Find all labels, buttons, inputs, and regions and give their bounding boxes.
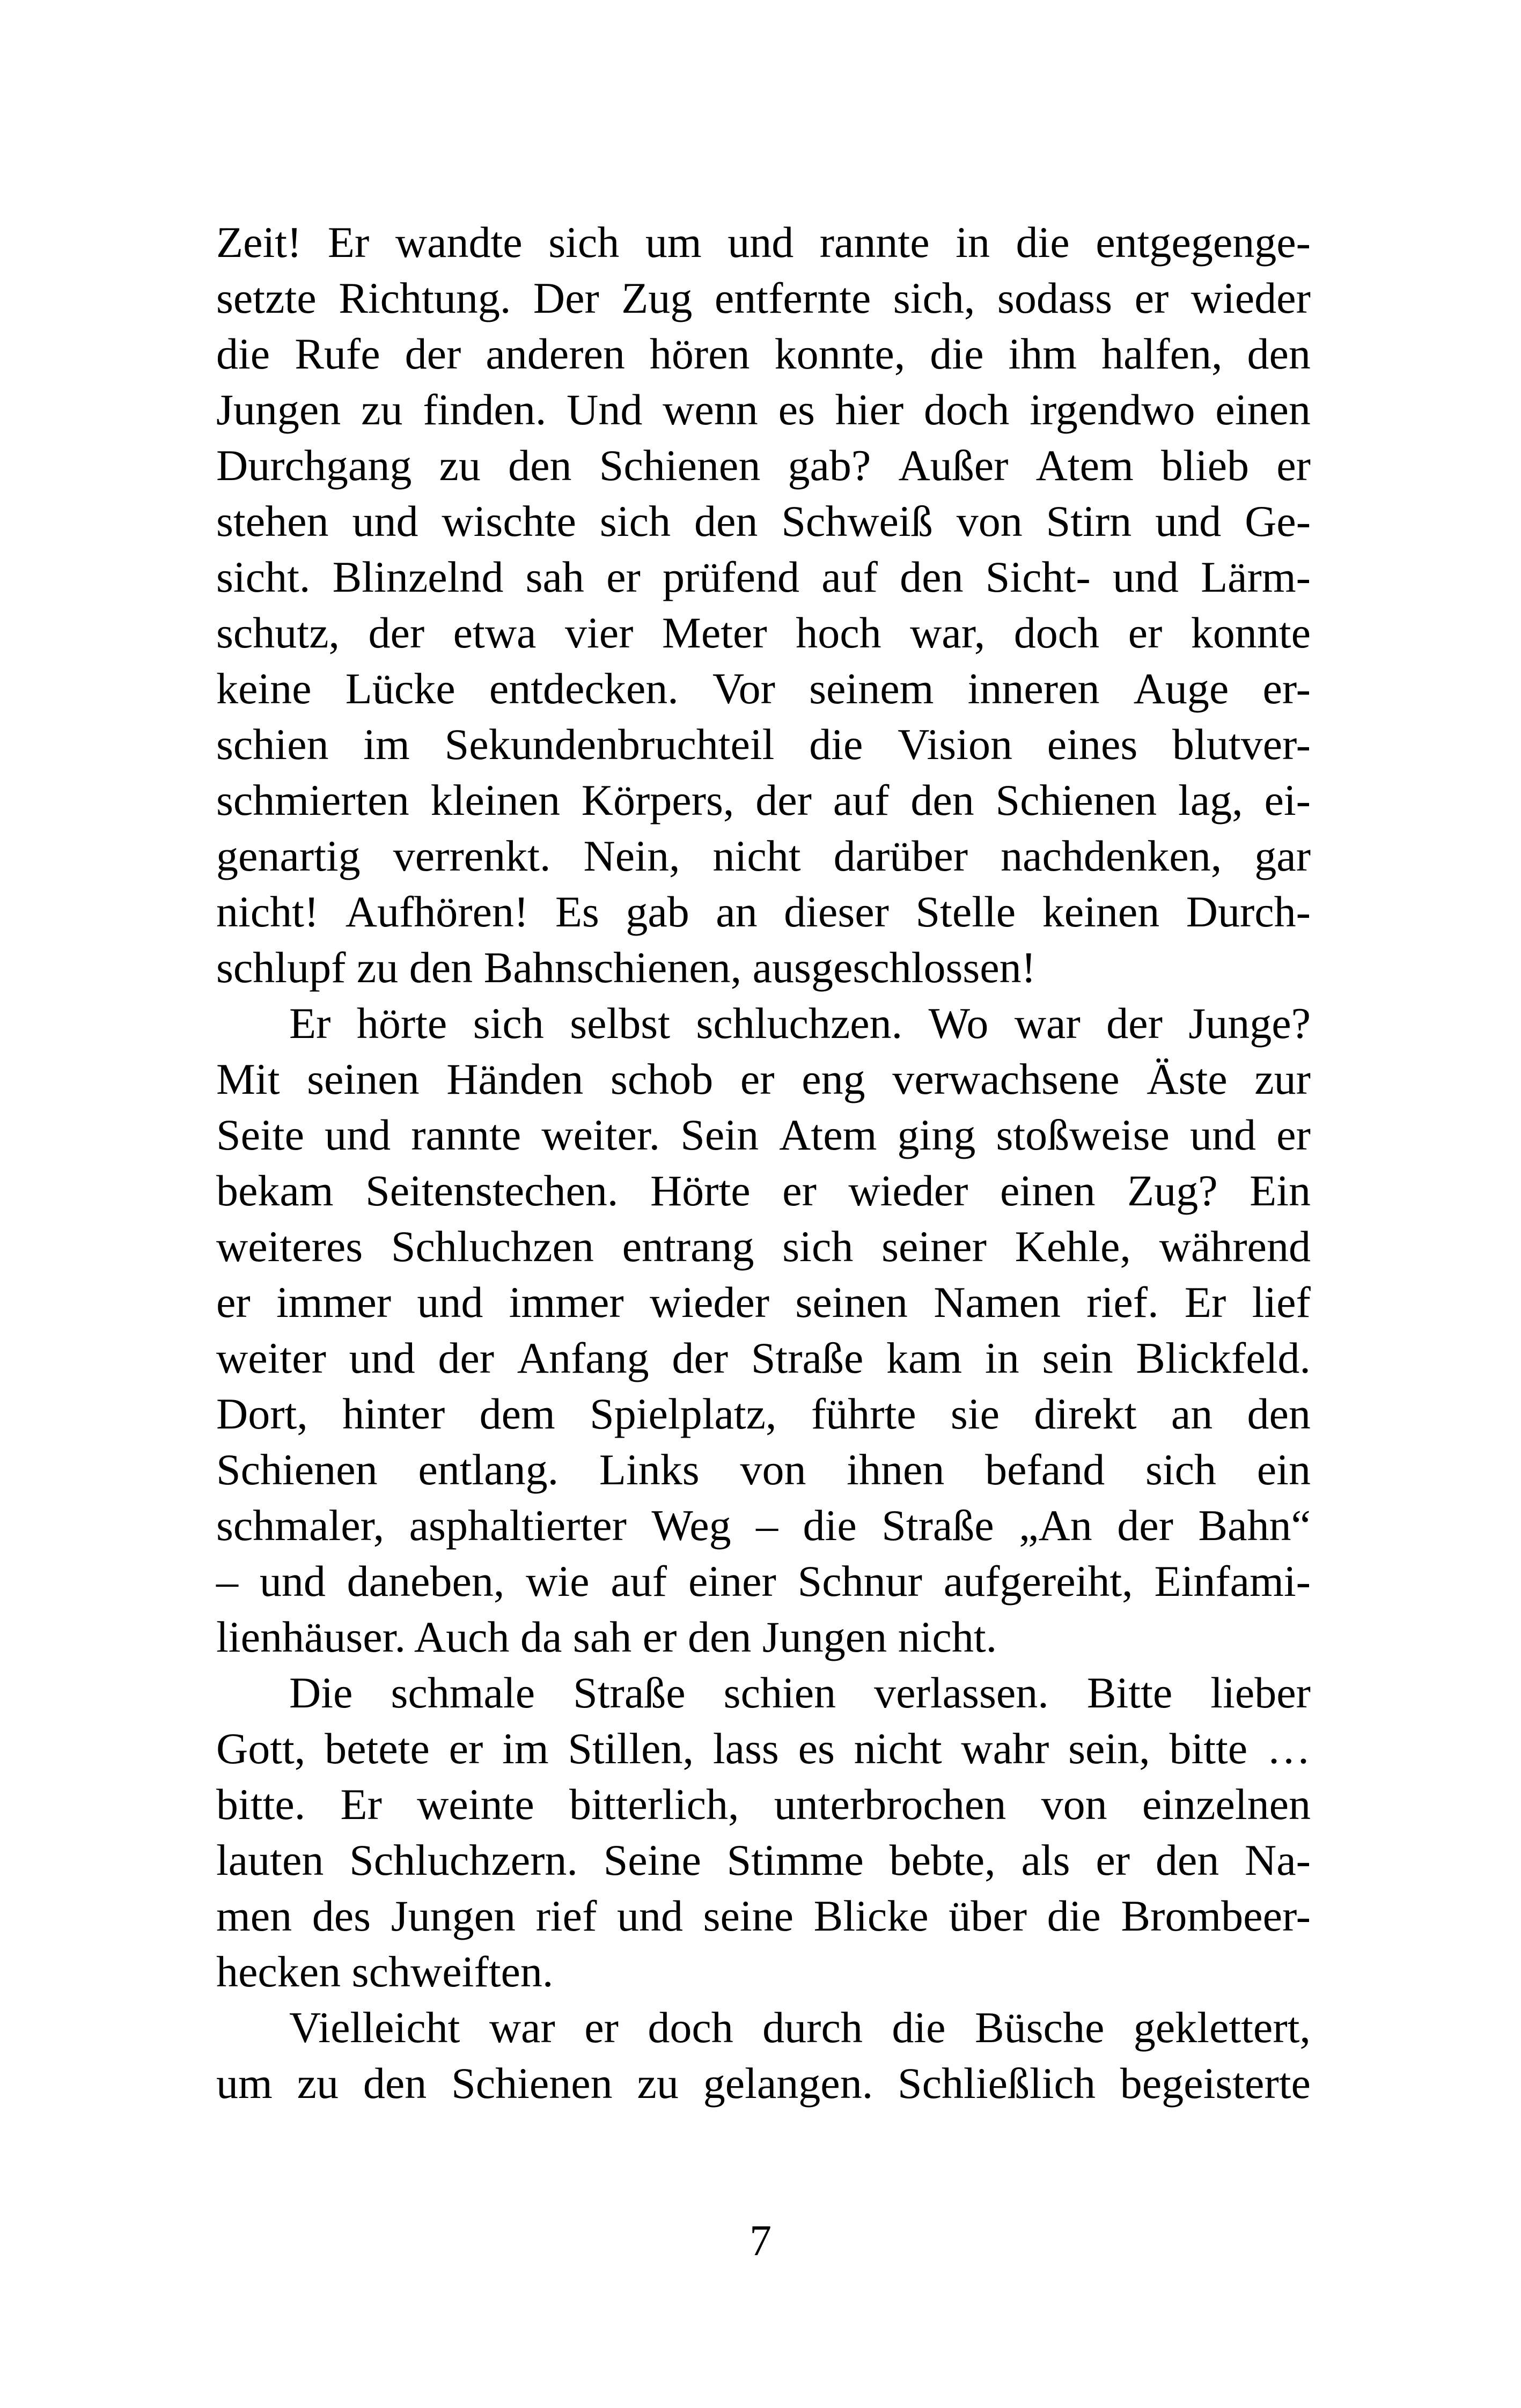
text-line: weiter und der Anfang der Straße kam in sein Blickfeld. — [216, 1334, 1311, 1382]
text-line: Dort, hinter dem Spielplatz, führte sie direkt an den — [216, 1389, 1311, 1438]
text-line: er immer und immer wieder seinen Namen rief. Er lief — [216, 1278, 1311, 1327]
text-line: men des Jungen rief und seine Blicke über die Brombeer- — [216, 1891, 1311, 1940]
text-line: Die schmale Straße schien verlassen. Bitte lieber — [289, 1668, 1311, 1717]
text-line: schmierten kleinen Körpers, der auf den Schienen lag, ei- — [216, 776, 1311, 824]
text-line: lauten Schluchzern. Seine Stimme bebte, als er den Na- — [216, 1836, 1311, 1884]
text-line: Jungen zu finden. Und wenn es hier doch irgendwo einen — [216, 385, 1311, 434]
text-line: Er hörte sich selbst schluchzen. Wo war der Junge? — [289, 999, 1311, 1048]
text-line: schmaler, asphaltierter Weg – die Straße „An der Bahn“ — [216, 1501, 1311, 1550]
text-line: stehen und wischte sich den Schweiß von Stirn und Ge- — [216, 497, 1311, 546]
text-line: setzte Richtung. Der Zug entfernte sich, sodass er wieder — [216, 274, 1311, 322]
text-line: keine Lücke entdecken. Vor seinem inneren Auge er- — [216, 664, 1311, 713]
text-line: schien im Sekundenbruchteil die Vision eines blutver- — [216, 720, 1311, 769]
text-line: Vielleicht war er doch durch die Büsche geklettert, — [289, 2003, 1311, 2052]
text-line: weiteres Schluchzen entrang sich seiner Kehle, während — [216, 1222, 1311, 1271]
page-number: 7 — [750, 2216, 771, 2265]
text-line: um zu den Schienen zu gelangen. Schließlich begeisterte — [216, 2059, 1311, 2108]
paragraph — [216, 215, 1311, 996]
text-line: genartig verrenkt. Nein, nicht darüber nachdenken, gar — [216, 831, 1311, 880]
text-line: schutz, der etwa vier Meter hoch war, doch er konnte — [216, 608, 1311, 657]
text-line: nicht! Aufhören! Es gab an dieser Stelle keinen Durch- — [216, 887, 1311, 936]
text-line: die Rufe der anderen hören konnte, die ihm halfen, den — [216, 329, 1311, 378]
text-line: Schienen entlang. Links von ihnen befand sich ein — [216, 1445, 1311, 1494]
text-line: sicht. Blinzelnd sah er prüfend auf den Sicht- und Lärm- — [216, 553, 1311, 601]
text-line: lienhäuser. Auch da sah er den Jungen nicht. — [216, 1612, 997, 1661]
text-line: Durchgang zu den Schienen gab? Außer Atem blieb er — [216, 441, 1311, 490]
paragraph — [216, 996, 1311, 1665]
text-line: Mit seinen Händen schob er eng verwachsene Äste zur — [216, 1055, 1311, 1103]
text-line: hecken schweiften. — [216, 1947, 554, 1996]
text-line: Seite und rannte weiter. Sein Atem ging stoßweise und er — [216, 1110, 1311, 1159]
text-line: schlupf zu den Bahnschienen, ausgeschlossen! — [216, 943, 1036, 992]
text-line: Gott, betete er im Stillen, lass es nicht wahr sein, bitte … — [216, 1724, 1311, 1773]
text-line: Zeit! Er wandte sich um und rannte in die entgegenge- — [216, 218, 1311, 267]
paragraph — [216, 2000, 1311, 2111]
text-line: – und daneben, wie auf einer Schnur aufgereiht, Einfami- — [216, 1557, 1311, 1606]
text-line: bekam Seitenstechen. Hörte er wieder einen Zug? Ein — [216, 1166, 1311, 1215]
text-line: bitte. Er weinte bitterlich, unterbrochen von einzelnen — [216, 1780, 1311, 1829]
paragraph — [216, 1665, 1311, 2000]
body-text — [216, 215, 1311, 2111]
